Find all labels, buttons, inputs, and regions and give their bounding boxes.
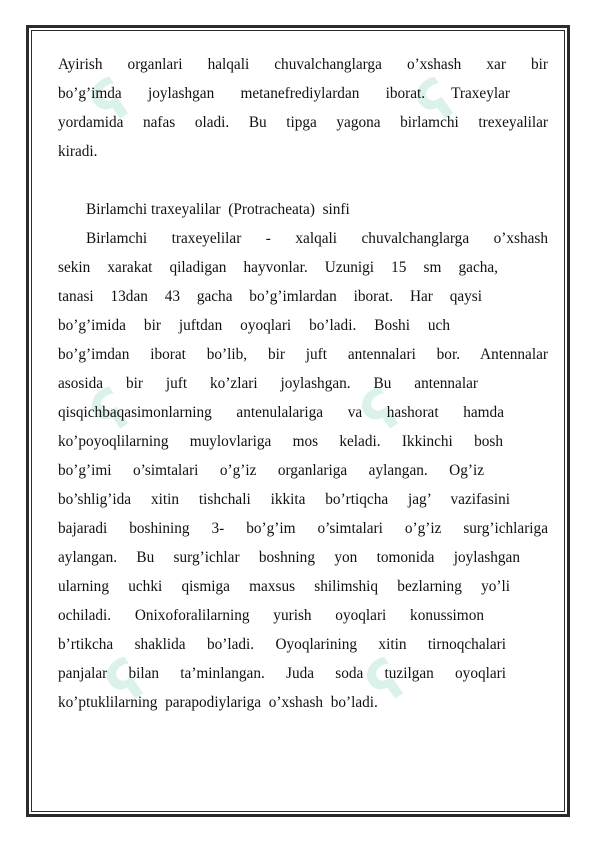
text-line: ko’ptuklilarning parapodiylariga o’xshash bo’ladi. xyxy=(58,694,378,711)
watermark-logo-3: ʕ xyxy=(79,376,143,449)
text-line: bo’shlig’ida xitin tishchali ikkita bo’rtiqcha jag’ vazifasini xyxy=(58,491,510,508)
text-line: qisqichbaqasimonlarning antenulalariga va hashorat hamda xyxy=(58,404,504,421)
watermark-logo-1: ʕ xyxy=(79,66,143,139)
text-line: b’rtikcha shaklida bo’ladi. Oyoqlarining xitin tirnoqchalari xyxy=(58,636,506,653)
paragraph-1 xyxy=(58,50,548,166)
text-line: ochiladi. Onixoforalilarning yurish oyoqlari konussimon xyxy=(58,607,484,624)
text-line: bo’g’imi o’simtalari o’g’iz organlariga aylangan. Og’iz xyxy=(58,462,484,479)
text-line: Birlamchi traxeyelilar - xalqali chuvalchanglarga o’xshash xyxy=(86,230,548,247)
text-line: ularning uchki qismiga maxsus shilimshiq bezlarning yo’li xyxy=(58,578,510,595)
text-line: aylangan. Bu surg’ichlar boshning yon tomonida joylashgan xyxy=(58,549,520,566)
text-line: bajaradi boshining 3- bo’g’im o’simtalari o’g’iz surg’ichlariga xyxy=(58,520,548,537)
text-line: bo’g’imda joylashgan metanefrediylardan iborat. Traxeylar xyxy=(58,85,510,102)
text-line: ko’poyoqlilarning muylovlariga mos keladi. Ikkinchi bosh xyxy=(58,433,503,450)
spacer xyxy=(58,166,548,195)
watermark-logo-5: ʕ xyxy=(94,646,158,719)
document-body xyxy=(58,50,548,717)
text-line: bo’g’imdan iborat bo’lib, bir juft antennalari bor. Antennalar xyxy=(58,346,548,363)
text-line: kiradi. xyxy=(58,143,98,160)
paragraph-2 xyxy=(58,224,548,717)
text-line: tanasi 13dan 43 gacha bo’g’imlardan iborat. Har qaysi xyxy=(58,288,482,305)
watermark-logo-4: ʕ xyxy=(349,376,413,449)
text-line: bo’g’imida bir juftdan oyoqlari bo’ladi. Boshi uch xyxy=(58,317,450,334)
text-line: yordamida nafas oladi. Bu tipga yagona birlamchi trexeyalilar xyxy=(58,114,548,131)
text-line: Ayirish organlari halqali chuvalchanglarga o’xshash xar bir xyxy=(58,56,548,73)
text-line: panjalar bilan ta’minlangan. Juda soda tuzilgan oyoqlari xyxy=(58,665,506,682)
watermark-logo-2: ʕ xyxy=(404,66,468,139)
text-line: sekin xarakat qiladigan hayvonlar. Uzunigi 15 sm gacha, xyxy=(58,259,498,276)
watermark-logo-6: ʕ xyxy=(354,646,418,719)
text-line: asosida bir juft ko’zlari joylashgan. Bu antennalar xyxy=(58,375,478,392)
section-heading: Birlamchi traxeyalilar (Protracheata) sinfi xyxy=(86,201,350,218)
